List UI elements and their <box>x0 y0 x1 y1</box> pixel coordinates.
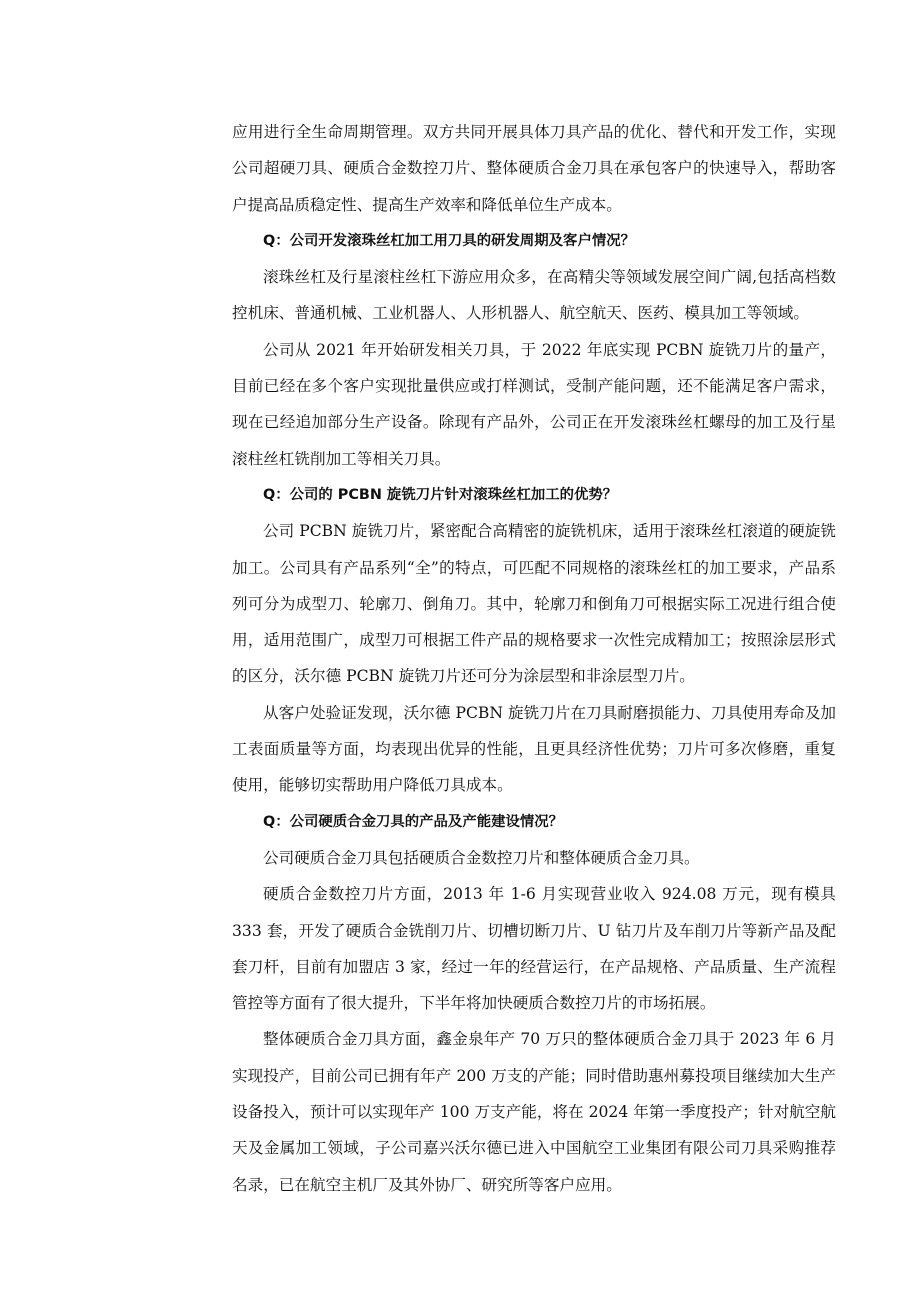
question-ball-screw-tools: Q：公司开发滚珠丝杠加工用刀具的研发周期及客户情况？ <box>263 232 636 249</box>
paragraph-pcbn-product-series: 公司 PCBN 旋铣刀片，紧密配合高精密的旋铣机床，适用于滚珠丝杠滚道的硬旋铣加工。公司具有产品系列“全”的特点，可匹配不同规格的滚珠丝杠的加工要求，产品系列可分为成型刀、轮廓刀、倒角刀。其中，轮廓刀和倒角刀可根据实际工况进行组合使用，适用范围广，成型刀可根据工件产品的规格要求一次性完成精加工；按照涂层形式的区分，沃尔德 PCBN 旋铣刀片还可分为涂层型和非涂层型刀片。 <box>232 522 836 686</box>
question-carbide-capacity: Q：公司硬质合金刀具的产品及产能建设情况？ <box>263 813 564 830</box>
question-pcbn-advantages: Q：公司的 PCBN 旋铣刀片针对滚珠丝杠加工的优势？ <box>263 486 618 503</box>
paragraph-continuation: 应用进行全生命周期管理。双方共同开展具体刀具产品的优化、替代和开发工作，实现公司超硬刀具、硬质合金数控刀片、整体硬质合金刀具在承包客户的快速导入，帮助客户提高品质稳定性、提高生产效率和降低单位生产成本。 <box>232 123 836 214</box>
paragraph-carbide-inserts: 硬质合金数控刀片方面，2013 年 1-6 月实现营业收入 924.08 万元，现有模具 333 套，开发了硬质合金铣削刀片、切槽切断刀片、U 钻刀片及车削刀片等新产品及配套刀杆，目前有加盟店 3 家，经过一年的经营运行，在产品规格、产品质量、生产流程管控等方面有了很大提升，下半年将加快硬质合数控刀片的市场拓展。 <box>232 885 836 1013</box>
document-body <box>232 114 836 1203</box>
paragraph-downstream-applications: 滚珠丝杠及行星滚柱丝杠下游应用众多，在高精尖等领域发展空间广阔,包括高档数控机床、普通机械、工业机器人、人形机器人、航空航天、医药、模具加工等领域。 <box>232 268 836 323</box>
paragraph-carbide-overview: 公司硬质合金刀具包括硬质合金数控刀片和整体硬质合金刀具。 <box>263 848 700 867</box>
paragraph-rd-timeline: 公司从 2021 年开始研发相关刀具，于 2022 年底实现 PCBN 旋铣刀片的量产，目前已经在多个客户实现批量供应或打样测试，受制产能问题，还不能满足客户需求，现在已经追加部分生产设备。除现有产品外，公司正在开发滚珠丝杠螺母的加工及行星滚柱丝杠铣削加工等相关刀具。 <box>232 340 836 468</box>
paragraph-solid-carbide-tools: 整体硬质合金刀具方面，鑫金泉年产 70 万只的整体硬质合金刀具于 2023 年 6 月实现投产，目前公司已拥有年产 200 万支的产能；同时借助惠州募投项目继续加大生产设备投入，预计可以实现年产 100 万支产能，将在 2024 年第一季度投产；针对航空航天及金属加工领域，子公司嘉兴沃尔德已进入中国航空工业集团有限公司刀具采购推荐名录，已在航空主机厂及其外协厂、研究所等客户应用。 <box>232 1030 836 1194</box>
paragraph-pcbn-verification: 从客户处验证发现，沃尔德 PCBN 旋铣刀片在刀具耐磨损能力、刀具使用寿命及加工表面质量等方面，均表现出优异的性能，且更具经济性优势；刀片可多次修磨，重复使用，能够切实帮助用户降低刀具成本。 <box>232 703 836 795</box>
